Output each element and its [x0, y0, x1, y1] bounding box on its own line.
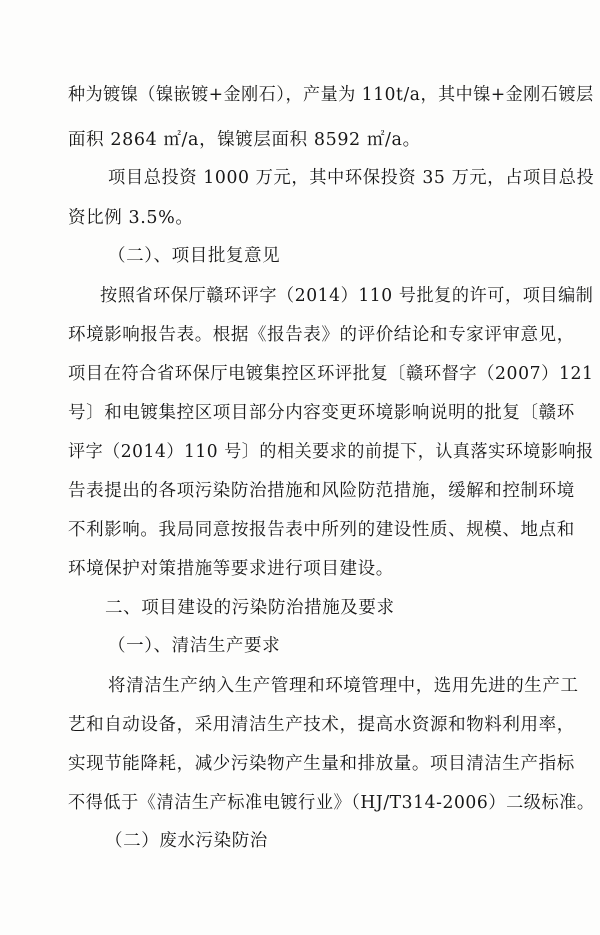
- text-line: 按照省环保厅赣环评字（2014）110 号批复的许可，项目编制: [100, 286, 594, 306]
- text-line: 面积 2864 ㎡/a，镍镀层面积 8592 ㎡/a。: [68, 130, 421, 150]
- text-line: 项目总投资 1000 万元，其中环保投资 35 万元，占项目总投: [108, 168, 595, 188]
- text-line: 艺和自动设备，采用清洁生产技术，提高水资源和物料利用率，: [68, 715, 575, 735]
- text-line: 评字（2014）110 号〕的相关要求的前提下，认真落实环境影响报: [68, 442, 594, 462]
- text-line: 实现节能降耗，减少污染物产生量和排放量。项目清洁生产指标: [68, 754, 575, 774]
- section-heading: （二）废水污染防治: [105, 831, 268, 851]
- text-line: 号〕和电镀集控区项目部分内容变更环境影响说明的批复〔赣环: [68, 403, 575, 423]
- text-line: 将清洁生产纳入生产管理和环境管理中，选用先进的生产工: [108, 676, 579, 696]
- text-line: 环境保护对策措施等要求进行项目建设。: [68, 559, 394, 579]
- text-line: 告表提出的各项污染防治措施和风险防范措施，缓解和控制环境: [68, 481, 575, 501]
- text-line: 项目在符合省环保厅电镀集控区环评批复〔赣环督字（2007）121: [68, 364, 594, 384]
- text-line: 不得低于《清洁生产标准电镀行业》（HJ/T314-2006）二级标准。: [68, 793, 595, 813]
- text-line: 不利影响。我局同意按报告表中所列的建设性质、规模、地点和: [68, 520, 575, 540]
- section-heading: 二、项目建设的污染防治措施及要求: [105, 598, 395, 618]
- section-heading: （二）、项目批复意见: [108, 246, 281, 266]
- text-line: 环境影响报告表。根据《报告表》的评价结论和专家评审意见，: [68, 325, 575, 345]
- text-line: 资比例 3.5%。: [68, 208, 194, 228]
- section-heading: （一）、清洁生产要求: [108, 636, 281, 656]
- text-line: 种为镀镍（镍嵌镀+金刚石），产量为 110t/a，其中镍+金刚石镀层: [68, 85, 594, 105]
